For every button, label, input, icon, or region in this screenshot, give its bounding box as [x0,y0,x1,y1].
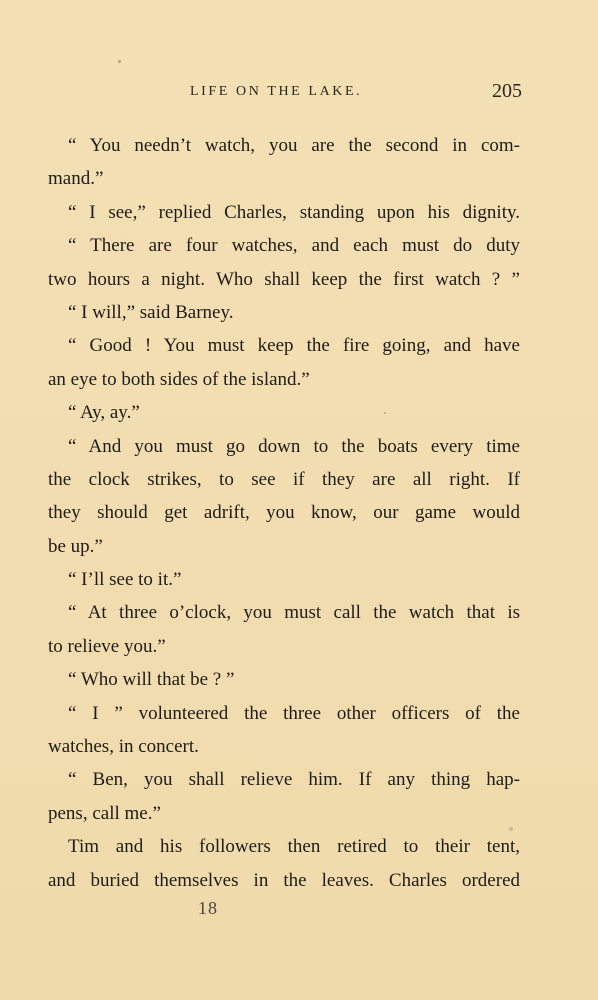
text-line: they should get adrift, you know, our game would [48,502,520,524]
signature-mark: 18 [198,898,218,918]
text-line: the clock strikes, to see if they are all right. If [48,468,520,490]
text-line: “ At three o’clock, you must call the watch that is [68,602,520,624]
paper-speck [118,60,121,63]
text-line: pens, call me.” [48,802,161,824]
text-line: “ I ” volunteered the three other officers of the [68,702,520,724]
text-line: to relieve you.” [48,635,166,657]
text-line: two hours a night. Who shall keep the first watch ? ” [48,268,520,290]
page-number: 205 [492,80,522,102]
text-line: mand.” [48,168,104,190]
paper-speck [509,827,513,831]
paper-speck [384,412,386,414]
text-line: “ Who will that be ? ” [68,669,235,691]
text-line: an eye to both sides of the island.” [48,368,310,390]
text-line: “ I will,” said Barney. [68,301,234,323]
text-line: “ There are four watches, and each must do duty [68,235,520,257]
text-line: and buried themselves in the leaves. Charles ordered [48,869,520,891]
running-head [48,80,522,108]
text-line: “ I’ll see to it.” [68,569,182,591]
text-line: “ And you must go down to the boats every time [68,435,520,457]
text-line: “ I see,” replied Charles, standing upon his dignity. [68,201,520,223]
text-line: “ Good ! You must keep the fire going, and have [68,335,520,357]
text-line: watches, in concert. [48,736,199,758]
text-line: “ Ay, ay.” [68,402,140,424]
text-line: be up.” [48,535,103,557]
text-line: “ You needn’t watch, you are the second in com- [68,135,520,156]
text-line: “ Ben, you shall relieve him. If any thing hap- [68,769,520,791]
running-title: LIFE ON THE LAKE. [190,84,363,99]
body-text [48,132,520,900]
text-line: Tim and his followers then retired to their tent, [68,836,520,858]
